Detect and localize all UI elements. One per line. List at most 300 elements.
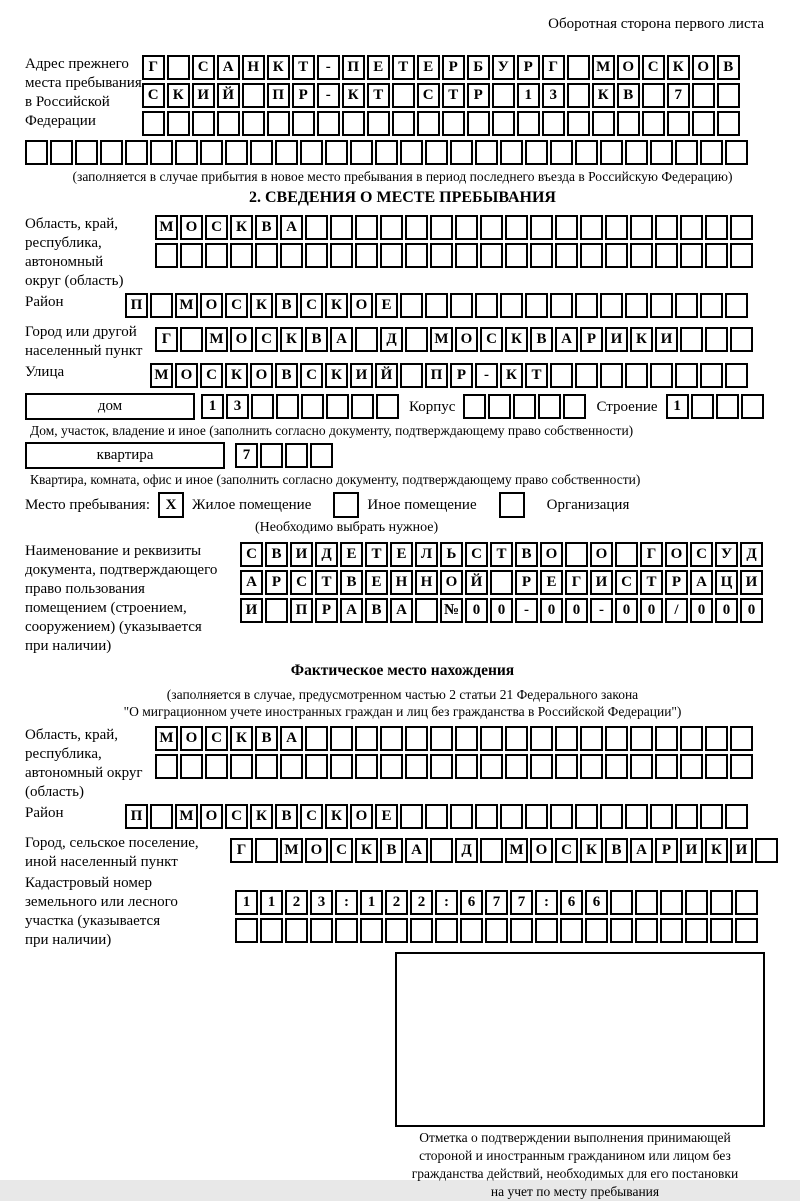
char-cell[interactable] bbox=[567, 55, 590, 80]
char-cell[interactable] bbox=[600, 363, 623, 388]
char-cell[interactable]: И bbox=[192, 83, 215, 108]
char-cell[interactable]: П bbox=[342, 55, 365, 80]
char-cell[interactable]: 7 bbox=[667, 83, 690, 108]
char-cell[interactable] bbox=[280, 243, 303, 268]
char-cell[interactable] bbox=[180, 243, 203, 268]
char-cell[interactable] bbox=[730, 215, 753, 240]
char-cell[interactable]: Й bbox=[465, 570, 488, 595]
char-cell[interactable] bbox=[691, 394, 714, 419]
char-cell[interactable] bbox=[555, 243, 578, 268]
char-cell[interactable]: К bbox=[230, 726, 253, 751]
char-cell[interactable] bbox=[600, 140, 623, 165]
char-cell[interactable] bbox=[276, 394, 299, 419]
char-cell[interactable]: О bbox=[617, 55, 640, 80]
char-cell[interactable] bbox=[710, 918, 733, 943]
char-cell[interactable] bbox=[305, 243, 328, 268]
char-cell[interactable] bbox=[605, 243, 628, 268]
char-cell[interactable]: М bbox=[505, 838, 528, 863]
char-cell[interactable] bbox=[455, 215, 478, 240]
char-cell[interactable] bbox=[355, 726, 378, 751]
char-cell[interactable] bbox=[260, 918, 283, 943]
char-cell[interactable] bbox=[425, 804, 448, 829]
char-cell[interactable]: Е bbox=[367, 55, 390, 80]
char-cell[interactable] bbox=[538, 394, 561, 419]
char-cell[interactable] bbox=[155, 243, 178, 268]
char-cell[interactable]: П bbox=[290, 598, 313, 623]
char-cell[interactable] bbox=[580, 243, 603, 268]
char-cell[interactable] bbox=[355, 243, 378, 268]
char-cell[interactable] bbox=[500, 293, 523, 318]
char-cell[interactable]: М bbox=[205, 327, 228, 352]
char-cell[interactable]: С bbox=[480, 327, 503, 352]
char-cell[interactable] bbox=[150, 293, 173, 318]
char-cell[interactable]: Т bbox=[392, 55, 415, 80]
char-cell[interactable]: К bbox=[250, 804, 273, 829]
char-cell[interactable] bbox=[735, 918, 758, 943]
char-cell[interactable] bbox=[230, 243, 253, 268]
char-cell[interactable] bbox=[360, 918, 383, 943]
char-cell[interactable]: Т bbox=[525, 363, 548, 388]
char-cell[interactable] bbox=[367, 111, 390, 136]
char-cell[interactable]: В bbox=[605, 838, 628, 863]
char-cell[interactable]: 2 bbox=[410, 890, 433, 915]
char-cell[interactable] bbox=[510, 918, 533, 943]
char-cell[interactable] bbox=[355, 215, 378, 240]
char-cell[interactable] bbox=[580, 726, 603, 751]
char-cell[interactable] bbox=[705, 243, 728, 268]
char-cell[interactable] bbox=[600, 293, 623, 318]
char-cell[interactable]: Е bbox=[417, 55, 440, 80]
char-cell[interactable]: К bbox=[592, 83, 615, 108]
char-cell[interactable]: : bbox=[335, 890, 358, 915]
char-cell[interactable] bbox=[180, 327, 203, 352]
char-cell[interactable] bbox=[317, 111, 340, 136]
char-cell[interactable] bbox=[400, 293, 423, 318]
char-cell[interactable]: А bbox=[280, 215, 303, 240]
registration-mark-box[interactable] bbox=[395, 952, 765, 1127]
char-cell[interactable] bbox=[425, 140, 448, 165]
char-cell[interactable]: О bbox=[200, 804, 223, 829]
char-cell[interactable] bbox=[255, 838, 278, 863]
char-cell[interactable] bbox=[730, 327, 753, 352]
char-cell[interactable]: К bbox=[342, 83, 365, 108]
char-cell[interactable]: Д bbox=[380, 327, 403, 352]
char-cell[interactable] bbox=[592, 111, 615, 136]
char-cell[interactable] bbox=[480, 243, 503, 268]
char-cell[interactable] bbox=[455, 243, 478, 268]
char-cell[interactable] bbox=[475, 140, 498, 165]
char-cell[interactable] bbox=[625, 140, 648, 165]
char-cell[interactable] bbox=[505, 215, 528, 240]
char-cell[interactable] bbox=[567, 83, 590, 108]
char-cell[interactable]: Г bbox=[542, 55, 565, 80]
char-cell[interactable]: Р bbox=[265, 570, 288, 595]
char-cell[interactable]: П bbox=[425, 363, 448, 388]
char-cell[interactable] bbox=[192, 111, 215, 136]
char-cell[interactable] bbox=[575, 363, 598, 388]
char-cell[interactable] bbox=[260, 443, 283, 468]
char-cell[interactable]: Н bbox=[390, 570, 413, 595]
char-cell[interactable] bbox=[705, 327, 728, 352]
char-cell[interactable] bbox=[717, 83, 740, 108]
apartment-box[interactable]: квартира bbox=[25, 442, 225, 469]
char-cell[interactable]: С bbox=[417, 83, 440, 108]
char-cell[interactable] bbox=[680, 327, 703, 352]
char-cell[interactable]: М bbox=[175, 293, 198, 318]
char-cell[interactable] bbox=[725, 293, 748, 318]
char-cell[interactable]: И bbox=[740, 570, 763, 595]
char-cell[interactable]: С bbox=[300, 293, 323, 318]
char-cell[interactable] bbox=[700, 293, 723, 318]
char-cell[interactable] bbox=[675, 293, 698, 318]
char-cell[interactable]: Р bbox=[292, 83, 315, 108]
char-cell[interactable]: : bbox=[435, 890, 458, 915]
char-cell[interactable]: К bbox=[250, 293, 273, 318]
char-cell[interactable] bbox=[580, 754, 603, 779]
char-cell[interactable] bbox=[330, 726, 353, 751]
char-cell[interactable]: Г bbox=[142, 55, 165, 80]
char-cell[interactable]: С bbox=[192, 55, 215, 80]
char-cell[interactable]: А bbox=[690, 570, 713, 595]
char-cell[interactable] bbox=[200, 140, 223, 165]
char-cell[interactable] bbox=[150, 140, 173, 165]
char-cell[interactable]: В bbox=[530, 327, 553, 352]
char-cell[interactable]: Р bbox=[517, 55, 540, 80]
char-cell[interactable] bbox=[542, 111, 565, 136]
char-cell[interactable]: А bbox=[217, 55, 240, 80]
char-cell[interactable] bbox=[392, 83, 415, 108]
char-cell[interactable]: О bbox=[305, 838, 328, 863]
char-cell[interactable] bbox=[680, 215, 703, 240]
char-cell[interactable] bbox=[480, 754, 503, 779]
char-cell[interactable] bbox=[700, 363, 723, 388]
char-cell[interactable] bbox=[255, 754, 278, 779]
char-cell[interactable] bbox=[735, 890, 758, 915]
char-cell[interactable]: У bbox=[715, 542, 738, 567]
char-cell[interactable] bbox=[430, 726, 453, 751]
char-cell[interactable] bbox=[655, 243, 678, 268]
char-cell[interactable] bbox=[410, 918, 433, 943]
char-cell[interactable]: У bbox=[492, 55, 515, 80]
char-cell[interactable] bbox=[475, 804, 498, 829]
char-cell[interactable]: Е bbox=[365, 570, 388, 595]
char-cell[interactable] bbox=[585, 918, 608, 943]
char-cell[interactable]: С bbox=[290, 570, 313, 595]
char-cell[interactable] bbox=[435, 918, 458, 943]
house-box[interactable]: дом bbox=[25, 393, 195, 420]
char-cell[interactable] bbox=[525, 293, 548, 318]
char-cell[interactable]: 1 bbox=[235, 890, 258, 915]
char-cell[interactable] bbox=[355, 327, 378, 352]
char-cell[interactable]: И bbox=[655, 327, 678, 352]
char-cell[interactable]: С bbox=[205, 726, 228, 751]
char-cell[interactable] bbox=[400, 140, 423, 165]
char-cell[interactable]: М bbox=[175, 804, 198, 829]
char-cell[interactable]: В bbox=[617, 83, 640, 108]
char-cell[interactable] bbox=[625, 804, 648, 829]
char-cell[interactable]: С bbox=[240, 542, 263, 567]
char-cell[interactable] bbox=[675, 140, 698, 165]
char-cell[interactable] bbox=[285, 918, 308, 943]
char-cell[interactable] bbox=[716, 394, 739, 419]
char-cell[interactable]: О bbox=[180, 726, 203, 751]
char-cell[interactable]: В bbox=[255, 215, 278, 240]
char-cell[interactable]: Р bbox=[515, 570, 538, 595]
char-cell[interactable] bbox=[667, 111, 690, 136]
char-cell[interactable]: 2 bbox=[385, 890, 408, 915]
char-cell[interactable] bbox=[692, 111, 715, 136]
char-cell[interactable]: К bbox=[267, 55, 290, 80]
char-cell[interactable] bbox=[555, 215, 578, 240]
char-cell[interactable]: - bbox=[317, 55, 340, 80]
char-cell[interactable]: С bbox=[330, 838, 353, 863]
char-cell[interactable]: И bbox=[350, 363, 373, 388]
char-cell[interactable]: И bbox=[590, 570, 613, 595]
char-cell[interactable] bbox=[642, 111, 665, 136]
char-cell[interactable] bbox=[265, 598, 288, 623]
char-cell[interactable]: С bbox=[555, 838, 578, 863]
char-cell[interactable] bbox=[680, 243, 703, 268]
char-cell[interactable] bbox=[292, 111, 315, 136]
char-cell[interactable]: С bbox=[615, 570, 638, 595]
char-cell[interactable]: А bbox=[330, 327, 353, 352]
char-cell[interactable] bbox=[617, 111, 640, 136]
char-cell[interactable] bbox=[655, 754, 678, 779]
char-cell[interactable] bbox=[550, 804, 573, 829]
char-cell[interactable] bbox=[375, 140, 398, 165]
char-cell[interactable] bbox=[725, 363, 748, 388]
char-cell[interactable]: Т bbox=[315, 570, 338, 595]
char-cell[interactable] bbox=[725, 140, 748, 165]
char-cell[interactable] bbox=[355, 754, 378, 779]
char-cell[interactable] bbox=[555, 726, 578, 751]
char-cell[interactable]: 6 bbox=[585, 890, 608, 915]
char-cell[interactable] bbox=[430, 754, 453, 779]
char-cell[interactable] bbox=[505, 726, 528, 751]
char-cell[interactable]: С bbox=[205, 215, 228, 240]
char-cell[interactable] bbox=[217, 111, 240, 136]
char-cell[interactable]: С bbox=[300, 363, 323, 388]
char-cell[interactable] bbox=[530, 726, 553, 751]
char-cell[interactable] bbox=[490, 570, 513, 595]
char-cell[interactable] bbox=[301, 394, 324, 419]
char-cell[interactable]: О bbox=[530, 838, 553, 863]
char-cell[interactable]: Ц bbox=[715, 570, 738, 595]
char-cell[interactable] bbox=[267, 111, 290, 136]
char-cell[interactable]: Р bbox=[665, 570, 688, 595]
char-cell[interactable]: Л bbox=[415, 542, 438, 567]
char-cell[interactable] bbox=[300, 140, 323, 165]
char-cell[interactable] bbox=[100, 140, 123, 165]
char-cell[interactable]: Р bbox=[450, 363, 473, 388]
char-cell[interactable]: С bbox=[465, 542, 488, 567]
char-cell[interactable] bbox=[242, 111, 265, 136]
char-cell[interactable]: 1 bbox=[666, 394, 689, 419]
char-cell[interactable] bbox=[205, 754, 228, 779]
char-cell[interactable] bbox=[563, 394, 586, 419]
char-cell[interactable] bbox=[650, 293, 673, 318]
char-cell[interactable] bbox=[525, 140, 548, 165]
char-cell[interactable]: О bbox=[590, 542, 613, 567]
char-cell[interactable]: К bbox=[167, 83, 190, 108]
char-cell[interactable] bbox=[75, 140, 98, 165]
char-cell[interactable]: С bbox=[690, 542, 713, 567]
char-cell[interactable]: И bbox=[605, 327, 628, 352]
char-cell[interactable]: О bbox=[665, 542, 688, 567]
char-cell[interactable]: О bbox=[230, 327, 253, 352]
char-cell[interactable]: Т bbox=[490, 542, 513, 567]
char-cell[interactable]: Ь bbox=[440, 542, 463, 567]
char-cell[interactable]: 0 bbox=[740, 598, 763, 623]
char-cell[interactable] bbox=[455, 754, 478, 779]
char-cell[interactable]: 0 bbox=[490, 598, 513, 623]
char-cell[interactable]: С bbox=[200, 363, 223, 388]
char-cell[interactable] bbox=[575, 140, 598, 165]
char-cell[interactable] bbox=[425, 293, 448, 318]
char-cell[interactable] bbox=[342, 111, 365, 136]
char-cell[interactable] bbox=[400, 363, 423, 388]
char-cell[interactable] bbox=[463, 394, 486, 419]
char-cell[interactable] bbox=[650, 804, 673, 829]
char-cell[interactable] bbox=[235, 918, 258, 943]
char-cell[interactable] bbox=[550, 293, 573, 318]
char-cell[interactable] bbox=[605, 754, 628, 779]
char-cell[interactable] bbox=[630, 243, 653, 268]
char-cell[interactable] bbox=[705, 215, 728, 240]
char-cell[interactable] bbox=[310, 443, 333, 468]
char-cell[interactable] bbox=[680, 726, 703, 751]
char-cell[interactable] bbox=[555, 754, 578, 779]
char-cell[interactable] bbox=[650, 140, 673, 165]
char-cell[interactable]: С bbox=[255, 327, 278, 352]
char-cell[interactable] bbox=[275, 140, 298, 165]
char-cell[interactable]: О bbox=[200, 293, 223, 318]
char-cell[interactable]: 3 bbox=[226, 394, 249, 419]
char-cell[interactable]: К bbox=[230, 215, 253, 240]
char-cell[interactable]: Н bbox=[415, 570, 438, 595]
char-cell[interactable]: 0 bbox=[690, 598, 713, 623]
char-cell[interactable] bbox=[675, 363, 698, 388]
char-cell[interactable] bbox=[255, 243, 278, 268]
char-cell[interactable] bbox=[650, 363, 673, 388]
char-cell[interactable]: 1 bbox=[201, 394, 224, 419]
char-cell[interactable]: А bbox=[240, 570, 263, 595]
char-cell[interactable]: Г bbox=[565, 570, 588, 595]
char-cell[interactable] bbox=[167, 55, 190, 80]
char-cell[interactable]: Д bbox=[455, 838, 478, 863]
char-cell[interactable] bbox=[580, 215, 603, 240]
char-cell[interactable]: М bbox=[592, 55, 615, 80]
checkbox-other-premises[interactable] bbox=[333, 492, 359, 518]
char-cell[interactable] bbox=[326, 394, 349, 419]
char-cell[interactable] bbox=[630, 215, 653, 240]
char-cell[interactable]: / bbox=[665, 598, 688, 623]
char-cell[interactable] bbox=[500, 804, 523, 829]
char-cell[interactable]: А bbox=[630, 838, 653, 863]
char-cell[interactable]: Т bbox=[640, 570, 663, 595]
char-cell[interactable] bbox=[455, 726, 478, 751]
char-cell[interactable]: О bbox=[250, 363, 273, 388]
char-cell[interactable] bbox=[741, 394, 764, 419]
char-cell[interactable]: О bbox=[692, 55, 715, 80]
char-cell[interactable] bbox=[705, 726, 728, 751]
char-cell[interactable] bbox=[492, 111, 515, 136]
char-cell[interactable]: 1 bbox=[360, 890, 383, 915]
char-cell[interactable] bbox=[550, 363, 573, 388]
char-cell[interactable] bbox=[600, 804, 623, 829]
char-cell[interactable] bbox=[513, 394, 536, 419]
char-cell[interactable]: К bbox=[500, 363, 523, 388]
char-cell[interactable]: Т bbox=[367, 83, 390, 108]
char-cell[interactable] bbox=[430, 215, 453, 240]
char-cell[interactable]: М bbox=[280, 838, 303, 863]
char-cell[interactable] bbox=[380, 243, 403, 268]
char-cell[interactable]: С bbox=[225, 804, 248, 829]
char-cell[interactable]: - bbox=[475, 363, 498, 388]
char-cell[interactable]: 1 bbox=[260, 890, 283, 915]
char-cell[interactable] bbox=[150, 804, 173, 829]
char-cell[interactable] bbox=[635, 890, 658, 915]
char-cell[interactable]: А bbox=[390, 598, 413, 623]
char-cell[interactable] bbox=[450, 293, 473, 318]
char-cell[interactable]: Е bbox=[390, 542, 413, 567]
char-cell[interactable] bbox=[225, 140, 248, 165]
char-cell[interactable] bbox=[492, 83, 515, 108]
char-cell[interactable]: С bbox=[225, 293, 248, 318]
char-cell[interactable] bbox=[405, 726, 428, 751]
char-cell[interactable]: Е bbox=[540, 570, 563, 595]
char-cell[interactable] bbox=[167, 111, 190, 136]
char-cell[interactable] bbox=[385, 918, 408, 943]
char-cell[interactable]: О bbox=[350, 804, 373, 829]
char-cell[interactable]: В bbox=[265, 542, 288, 567]
char-cell[interactable] bbox=[730, 243, 753, 268]
char-cell[interactable]: В bbox=[275, 293, 298, 318]
char-cell[interactable]: 2 bbox=[285, 890, 308, 915]
checkbox-residential[interactable]: X bbox=[158, 492, 184, 518]
char-cell[interactable] bbox=[725, 804, 748, 829]
char-cell[interactable] bbox=[250, 140, 273, 165]
char-cell[interactable] bbox=[325, 140, 348, 165]
char-cell[interactable]: - bbox=[317, 83, 340, 108]
char-cell[interactable] bbox=[480, 215, 503, 240]
char-cell[interactable] bbox=[251, 394, 274, 419]
char-cell[interactable] bbox=[505, 243, 528, 268]
char-cell[interactable]: В bbox=[255, 726, 278, 751]
char-cell[interactable] bbox=[675, 804, 698, 829]
char-cell[interactable] bbox=[142, 111, 165, 136]
char-cell[interactable]: К bbox=[355, 838, 378, 863]
char-cell[interactable] bbox=[610, 890, 633, 915]
char-cell[interactable]: № bbox=[440, 598, 463, 623]
char-cell[interactable] bbox=[630, 754, 653, 779]
char-cell[interactable] bbox=[535, 918, 558, 943]
char-cell[interactable] bbox=[180, 754, 203, 779]
char-cell[interactable] bbox=[610, 918, 633, 943]
char-cell[interactable] bbox=[417, 111, 440, 136]
char-cell[interactable]: Д bbox=[740, 542, 763, 567]
char-cell[interactable]: В bbox=[305, 327, 328, 352]
char-cell[interactable]: Р bbox=[580, 327, 603, 352]
char-cell[interactable] bbox=[530, 754, 553, 779]
char-cell[interactable] bbox=[480, 726, 503, 751]
char-cell[interactable] bbox=[730, 754, 753, 779]
char-cell[interactable] bbox=[400, 804, 423, 829]
char-cell[interactable]: В bbox=[340, 570, 363, 595]
char-cell[interactable] bbox=[242, 83, 265, 108]
char-cell[interactable]: А bbox=[555, 327, 578, 352]
char-cell[interactable]: Т bbox=[442, 83, 465, 108]
